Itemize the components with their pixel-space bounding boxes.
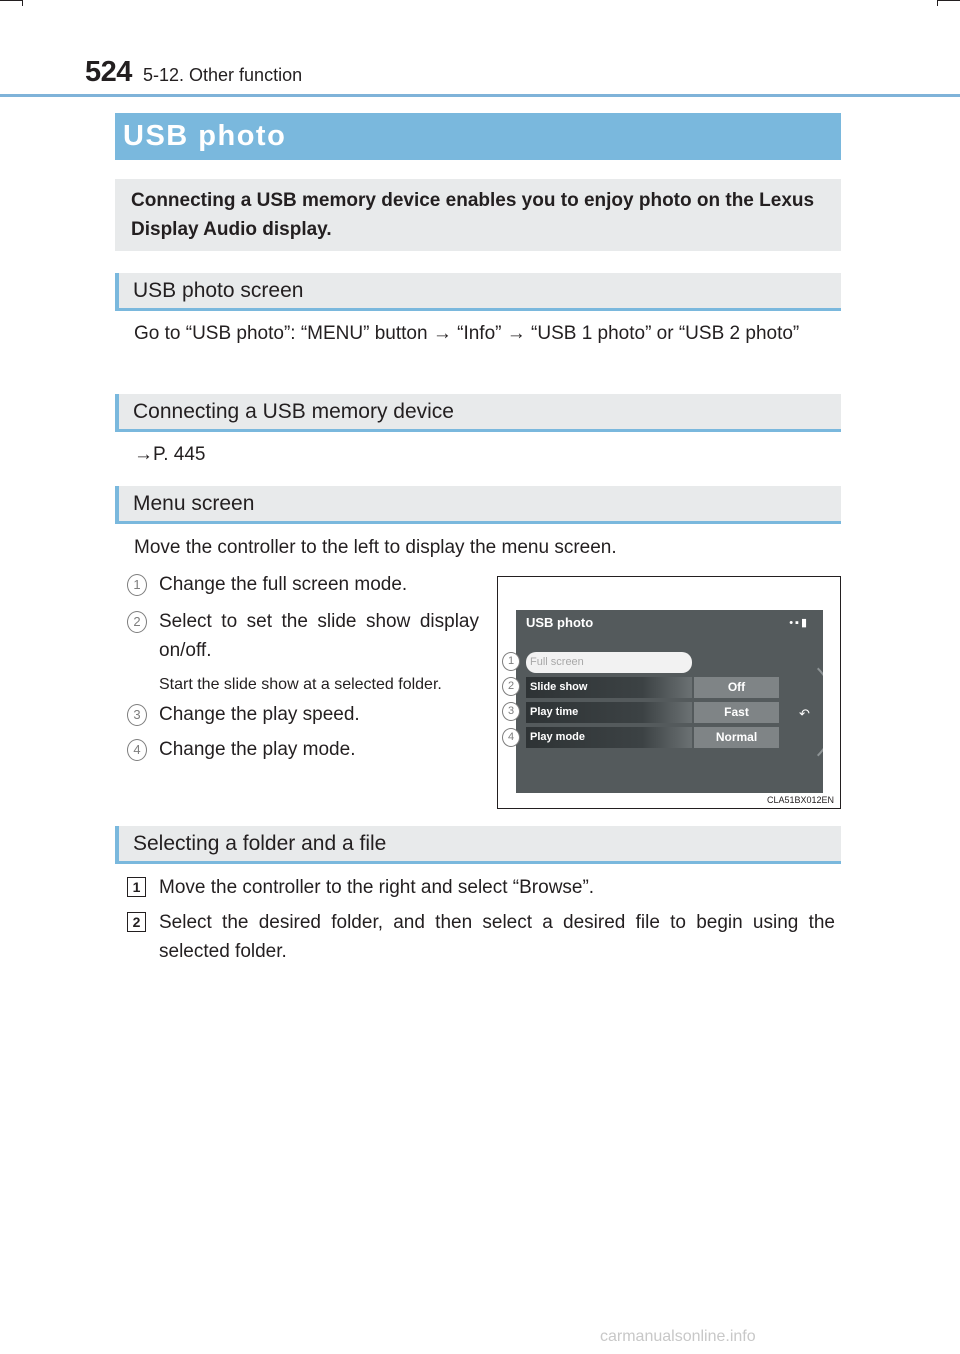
page-number: 524: [85, 56, 132, 88]
header-rule: [0, 94, 960, 97]
status-icons: •▪▮: [789, 617, 809, 629]
step-number-1: 1: [127, 877, 146, 897]
menu-item-2-note: Start the slide show at a selected folder.: [159, 676, 442, 693]
crop-mark: [937, 0, 938, 6]
callout-2: 2: [502, 677, 520, 696]
section-heading-label: Connecting a USB memory device: [133, 400, 454, 423]
crop-mark: [938, 0, 960, 1]
section-heading-connecting: [115, 394, 841, 432]
section-heading-label: Menu screen: [133, 492, 255, 515]
menu-item-4-text: Change the play mode.: [159, 739, 356, 760]
intro-text: Connecting a USB memory device enables you to enjoy photo on the Lexus Display Audio display.: [131, 190, 815, 240]
play-time-value: Fast: [694, 702, 779, 723]
item-number-3: 3: [127, 704, 147, 726]
screen-illustration: [497, 576, 841, 809]
play-mode-value: Normal: [694, 727, 779, 748]
section-heading-menu-screen: [115, 486, 841, 524]
slide-show-option: Slide show: [526, 677, 692, 698]
item-number-4: 4: [127, 739, 147, 761]
callout-4: 4: [502, 728, 520, 747]
crop-mark: [22, 0, 23, 6]
item-number-2: 2: [127, 611, 147, 633]
callout-1: 1: [502, 652, 520, 671]
step-2-text: Select the desired folder, and then select a desired file to begin using the selected folder.: [159, 912, 835, 962]
section-heading-label: Selecting a folder and a file: [133, 832, 387, 855]
section-heading-usb-photo-screen: [115, 273, 841, 311]
item-number-1: 1: [127, 574, 147, 596]
intro-box: [115, 179, 841, 251]
step-number-2: 2: [127, 912, 146, 932]
illustration-code: CLA51BX012EN: [766, 795, 834, 805]
callout-3: 3: [502, 702, 520, 721]
step-1-text: Move the controller to the right and select “Browse”.: [159, 877, 595, 898]
crop-mark: [0, 0, 22, 1]
page-title: USB photo: [123, 120, 287, 152]
play-mode-option: Play mode: [526, 727, 692, 748]
watermark: carmanualsonline.info: [600, 1328, 756, 1345]
section-title: 5-12. Other function: [143, 65, 303, 85]
section-heading-selecting: [115, 826, 841, 864]
menu-item-1-text: Change the full screen mode.: [159, 574, 408, 595]
back-icon: ↶: [799, 706, 810, 721]
menu-item-3-text: Change the play speed.: [159, 704, 360, 725]
menu-screen-text: Move the controller to the left to display the menu screen.: [134, 537, 617, 558]
usb-photo-display: [516, 610, 823, 793]
usb-photo-screen-text: Go to “USB photo”: “MENU” button → “Info” → “USB 1 photo” or “USB 2 photo”: [134, 323, 800, 344]
display-title: USB photo: [526, 615, 594, 630]
play-time-option: Play time: [526, 702, 692, 723]
full-screen-option: Full screen: [526, 652, 692, 673]
page-reference-link[interactable]: →P. 445: [134, 444, 206, 465]
menu-item-2-text: Select to set the slide show display on/off.: [159, 611, 479, 661]
slide-show-value: Off: [694, 677, 779, 698]
section-heading-label: USB photo screen: [133, 279, 304, 302]
page-title-bar: [115, 113, 841, 160]
